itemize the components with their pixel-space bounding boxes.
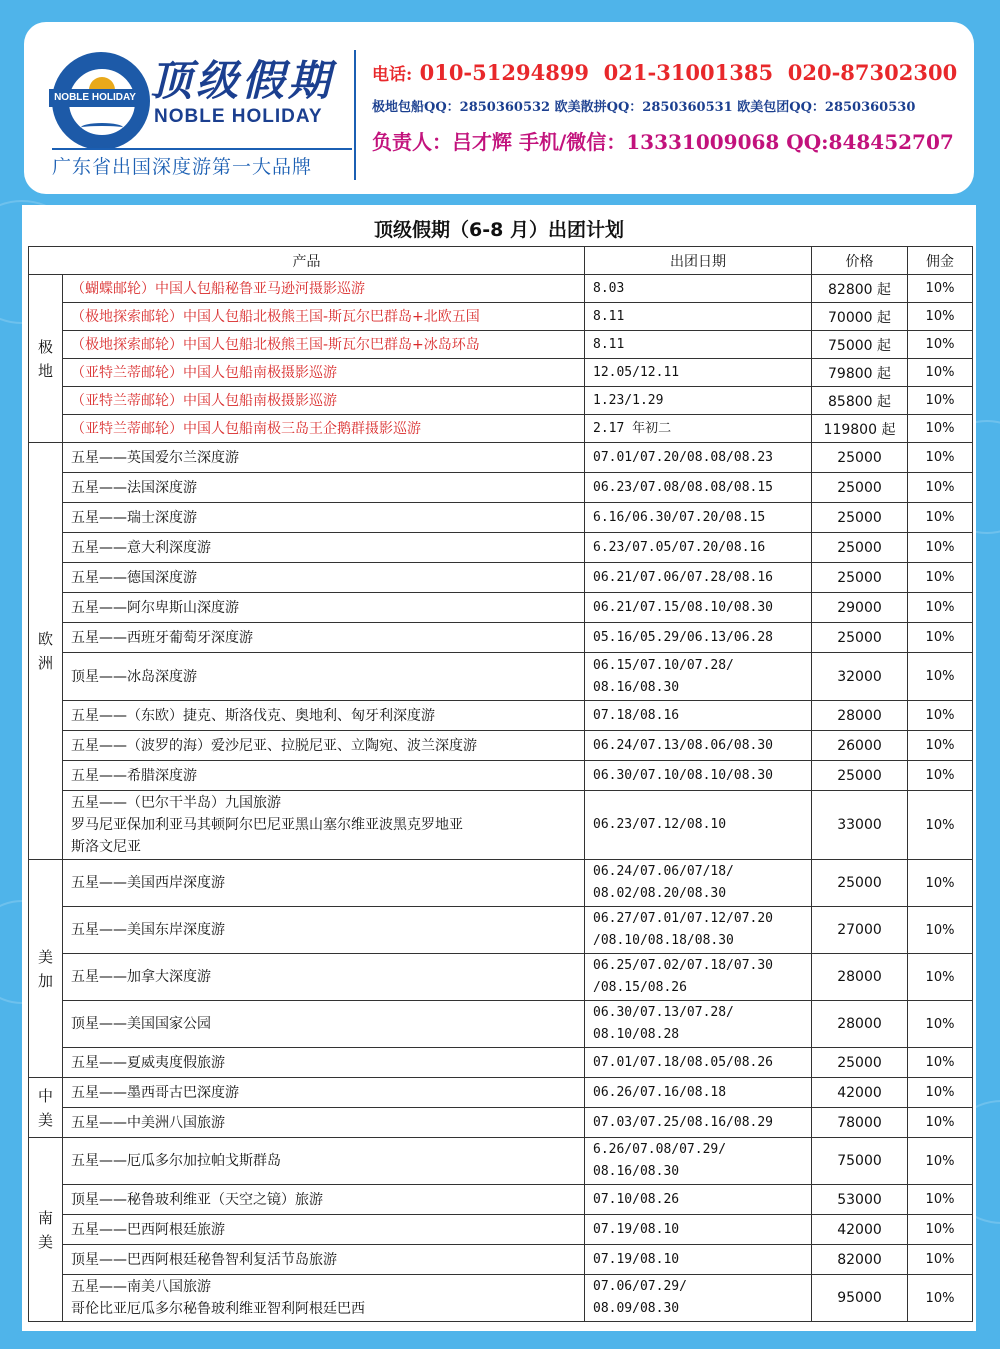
region-cell [29, 860, 63, 1078]
commission-cell: 10% [908, 907, 973, 954]
table-row [29, 1275, 973, 1322]
price-cell: 32000 [812, 653, 908, 701]
table-row [29, 415, 973, 443]
commission-cell: 10% [908, 653, 973, 701]
brand-name-english: NOBLE HOLIDAY [154, 106, 323, 127]
phone-line [372, 60, 957, 85]
price-cell: 25000 [812, 473, 908, 503]
commission-cell: 10% [908, 533, 973, 563]
date-cell: 8.03 [585, 275, 812, 303]
commission-cell: 10% [908, 331, 973, 359]
price-cell: 70000 起 [812, 303, 908, 331]
price-cell: 53000 [812, 1185, 908, 1215]
phone-label: 电话: [372, 65, 413, 85]
product-cell: 五星——法国深度游 [63, 473, 585, 503]
product-cell: 五星——阿尔卑斯山深度游 [63, 593, 585, 623]
commission-cell: 10% [908, 473, 973, 503]
phone-numbers: 010-51294899 021-31001385 020-87302300 [419, 60, 958, 85]
logo-band-text: NOBLE HOLIDAY [49, 89, 141, 107]
price-cell: 42000 [812, 1215, 908, 1245]
date-cell: 06.27/07.01/07.12/07.20 /08.10/08.18/08.30 [585, 907, 812, 954]
commission-cell: 10% [908, 761, 973, 791]
date-cell: 06.21/07.06/07.28/08.16 [585, 563, 812, 593]
price-cell: 25000 [812, 761, 908, 791]
product-cell: （亚特兰蒂邮轮）中国人包船南极摄影巡游 [63, 359, 585, 387]
commission-cell: 10% [908, 1185, 973, 1215]
table-row [29, 954, 973, 1001]
product-cell: 五星——美国东岸深度游 [63, 907, 585, 954]
product-cell: （蝴蝶邮轮）中国人包船秘鲁亚马逊河摄影巡游 [63, 275, 585, 303]
table-row [29, 593, 973, 623]
table-body [29, 275, 973, 1322]
product-cell: （极地探索邮轮）中国人包船北极熊王国-斯瓦尔巴群岛+北欧五国 [63, 303, 585, 331]
column-header-product: 产品 [29, 247, 585, 275]
table-row [29, 1078, 973, 1108]
commission-cell: 10% [908, 860, 973, 907]
date-cell: 06.24/07.13/08.06/08.30 [585, 731, 812, 761]
table-row [29, 503, 973, 533]
date-cell: 2.17 年初二 [585, 415, 812, 443]
table-row [29, 563, 973, 593]
date-cell: 06.24/07.06/07/18/ 08.02/08.20/08.30 [585, 860, 812, 907]
date-cell: 07.01/07.18/08.05/08.26 [585, 1048, 812, 1078]
commission-cell: 10% [908, 1048, 973, 1078]
table-row [29, 533, 973, 563]
product-cell: 顶星——巴西阿根廷秘鲁智利复活节岛旅游 [63, 1245, 585, 1275]
price-cell: 28000 [812, 954, 908, 1001]
date-cell: 06.23/07.08/08.08/08.15 [585, 473, 812, 503]
commission-cell: 10% [908, 593, 973, 623]
region-cell [29, 1078, 63, 1138]
date-cell: 07.06/07.29/ 08.09/08.30 [585, 1275, 812, 1322]
price-cell: 25000 [812, 533, 908, 563]
product-cell: 五星——（波罗的海）爱沙尼亚、拉脱尼亚、立陶宛、波兰深度游 [63, 731, 585, 761]
commission-cell: 10% [908, 731, 973, 761]
price-cell: 85800 起 [812, 387, 908, 415]
commission-cell: 10% [908, 415, 973, 443]
price-cell: 27000 [812, 907, 908, 954]
table-row [29, 1185, 973, 1215]
region-label: 欧洲 [37, 630, 53, 672]
region-cell [29, 275, 63, 443]
table-row [29, 623, 973, 653]
commission-cell: 10% [908, 303, 973, 331]
price-cell: 29000 [812, 593, 908, 623]
date-cell: 06.23/07.12/08.10 [585, 791, 812, 860]
slogan-divider [52, 148, 352, 150]
price-cell: 25000 [812, 443, 908, 473]
product-cell: 五星——加拿大深度游 [63, 954, 585, 1001]
price-cell: 95000 [812, 1275, 908, 1322]
date-cell: 06.26/07.16/08.18 [585, 1078, 812, 1108]
product-cell: 五星——墨西哥古巴深度游 [63, 1078, 585, 1108]
commission-cell: 10% [908, 503, 973, 533]
product-cell: 五星——希腊深度游 [63, 761, 585, 791]
table-row [29, 1108, 973, 1138]
table-row [29, 1001, 973, 1048]
commission-cell: 10% [908, 1001, 973, 1048]
schedule-panel [22, 205, 976, 1331]
brand-slogan: 广东省出国深度游第一大品牌 [52, 156, 313, 178]
commission-cell: 10% [908, 1275, 973, 1322]
commission-cell: 10% [908, 1215, 973, 1245]
region-label: 南美 [37, 1208, 53, 1251]
commission-cell: 10% [908, 359, 973, 387]
price-cell: 25000 [812, 623, 908, 653]
commission-cell: 10% [908, 563, 973, 593]
commission-cell: 10% [908, 1108, 973, 1138]
date-cell: 06.25/07.02/07.18/07.30 /08.15/08.26 [585, 954, 812, 1001]
price-cell: 79800 起 [812, 359, 908, 387]
commission-cell: 10% [908, 387, 973, 415]
date-cell: 6.26/07.08/07.29/ 08.16/08.30 [585, 1138, 812, 1185]
date-cell: 6.23/07.05/07.20/08.16 [585, 533, 812, 563]
product-cell: 五星——（东欧）捷克、斯洛伐克、奥地利、匈牙利深度游 [63, 701, 585, 731]
price-cell: 75000 [812, 1138, 908, 1185]
date-cell: 8.11 [585, 331, 812, 359]
table-row [29, 1245, 973, 1275]
commission-cell: 10% [908, 1245, 973, 1275]
table-row [29, 907, 973, 954]
product-cell: （极地探索邮轮）中国人包船北极熊王国-斯瓦尔巴群岛+冰岛环岛 [63, 331, 585, 359]
person-in-charge: 负责人：吕才辉 手机/微信：13331009068 QQ:848452707 [372, 130, 954, 154]
table-row [29, 387, 973, 415]
product-cell: 五星——厄瓜多尔加拉帕戈斯群岛 [63, 1138, 585, 1185]
price-cell: 28000 [812, 701, 908, 731]
table-row [29, 791, 973, 860]
price-cell: 33000 [812, 791, 908, 860]
price-cell: 82800 起 [812, 275, 908, 303]
product-cell: 五星——中美洲八国旅游 [63, 1108, 585, 1138]
commission-cell: 10% [908, 701, 973, 731]
header-banner [24, 22, 974, 194]
table-row [29, 275, 973, 303]
table-row [29, 359, 973, 387]
product-cell: 五星——南美八国旅游 哥伦比亚厄瓜多尔秘鲁玻利维亚智利阿根廷巴西 [63, 1275, 585, 1322]
product-cell: （亚特兰蒂邮轮）中国人包船南极三岛王企鹅群摄影巡游 [63, 415, 585, 443]
company-logo-seal [52, 52, 150, 150]
date-cell: 1.23/1.29 [585, 387, 812, 415]
product-cell: 五星——美国西岸深度游 [63, 860, 585, 907]
product-cell: （亚特兰蒂邮轮）中国人包船南极摄影巡游 [63, 387, 585, 415]
table-row [29, 1048, 973, 1078]
product-cell: 顶星——冰岛深度游 [63, 653, 585, 701]
date-cell: 07.03/07.25/08.16/08.29 [585, 1108, 812, 1138]
wave-icon [81, 123, 123, 132]
product-cell: 五星——（巴尔干半岛）九国旅游 罗马尼亚保加利亚马其顿阿尔巴尼亚黑山塞尔维亚波黑克罗地亚 斯洛文尼亚 [63, 791, 585, 860]
date-cell: 07.19/08.10 [585, 1245, 812, 1275]
product-cell: 顶星——美国国家公园 [63, 1001, 585, 1048]
region-label: 极地 [37, 337, 53, 380]
date-cell: 06.30/07.10/08.10/08.30 [585, 761, 812, 791]
product-cell: 五星——德国深度游 [63, 563, 585, 593]
date-cell: 6.16/06.30/07.20/08.15 [585, 503, 812, 533]
column-header-commission: 佣金 [908, 247, 973, 275]
table-row [29, 731, 973, 761]
price-cell: 82000 [812, 1245, 908, 1275]
price-cell: 42000 [812, 1078, 908, 1108]
price-cell: 28000 [812, 1001, 908, 1048]
price-cell: 25000 [812, 860, 908, 907]
table-row [29, 761, 973, 791]
date-cell: 07.10/08.26 [585, 1185, 812, 1215]
date-cell: 06.21/07.15/08.10/08.30 [585, 593, 812, 623]
commission-cell: 10% [908, 1138, 973, 1185]
region-cell [29, 443, 63, 860]
date-cell: 8.11 [585, 303, 812, 331]
region-label: 中美 [37, 1086, 53, 1129]
price-cell: 26000 [812, 731, 908, 761]
product-cell: 五星——瑞士深度游 [63, 503, 585, 533]
table-row [29, 701, 973, 731]
tour-schedule-table [28, 246, 973, 1322]
date-cell: 06.30/07.13/07.28/ 08.10/08.28 [585, 1001, 812, 1048]
brand-name-chinese: 顶级假期 [150, 56, 335, 105]
page-title: 顶级假期（6-8 月）出团计划 [374, 219, 624, 241]
header-divider [354, 50, 356, 180]
table-row [29, 473, 973, 503]
column-header-date: 出团日期 [585, 247, 812, 275]
price-cell: 119800 起 [812, 415, 908, 443]
qq-contacts: 极地包船QQ：2850360532 欧美散拼QQ：2850360531 欧美包团QQ：2850360530 [372, 100, 916, 115]
price-cell: 75000 起 [812, 331, 908, 359]
product-cell: 顶星——秘鲁玻利维亚（天空之镜）旅游 [63, 1185, 585, 1215]
commission-cell: 10% [908, 623, 973, 653]
price-cell: 25000 [812, 563, 908, 593]
product-cell: 五星——英国爱尔兰深度游 [63, 443, 585, 473]
date-cell: 05.16/05.29/06.13/06.28 [585, 623, 812, 653]
product-cell: 五星——西班牙葡萄牙深度游 [63, 623, 585, 653]
table-row [29, 443, 973, 473]
table-row [29, 1138, 973, 1185]
product-cell: 五星——夏威夷度假旅游 [63, 1048, 585, 1078]
price-cell: 25000 [812, 1048, 908, 1078]
region-label: 美加 [37, 947, 53, 990]
column-header-price: 价格 [812, 247, 908, 275]
region-cell [29, 1138, 63, 1322]
table-row [29, 331, 973, 359]
commission-cell: 10% [908, 791, 973, 860]
commission-cell: 10% [908, 275, 973, 303]
product-cell: 五星——巴西阿根廷旅游 [63, 1215, 585, 1245]
commission-cell: 10% [908, 443, 973, 473]
table-header-row [29, 247, 973, 275]
commission-cell: 10% [908, 1078, 973, 1108]
date-cell: 07.01/07.20/08.08/08.23 [585, 443, 812, 473]
product-cell: 五星——意大利深度游 [63, 533, 585, 563]
date-cell: 12.05/12.11 [585, 359, 812, 387]
date-cell: 06.15/07.10/07.28/ 08.16/08.30 [585, 653, 812, 701]
price-cell: 25000 [812, 503, 908, 533]
table-row [29, 303, 973, 331]
table-row [29, 1215, 973, 1245]
table-row [29, 653, 973, 701]
price-cell: 78000 [812, 1108, 908, 1138]
table-row [29, 860, 973, 907]
date-cell: 07.18/08.16 [585, 701, 812, 731]
date-cell: 07.19/08.10 [585, 1215, 812, 1245]
commission-cell: 10% [908, 954, 973, 1001]
